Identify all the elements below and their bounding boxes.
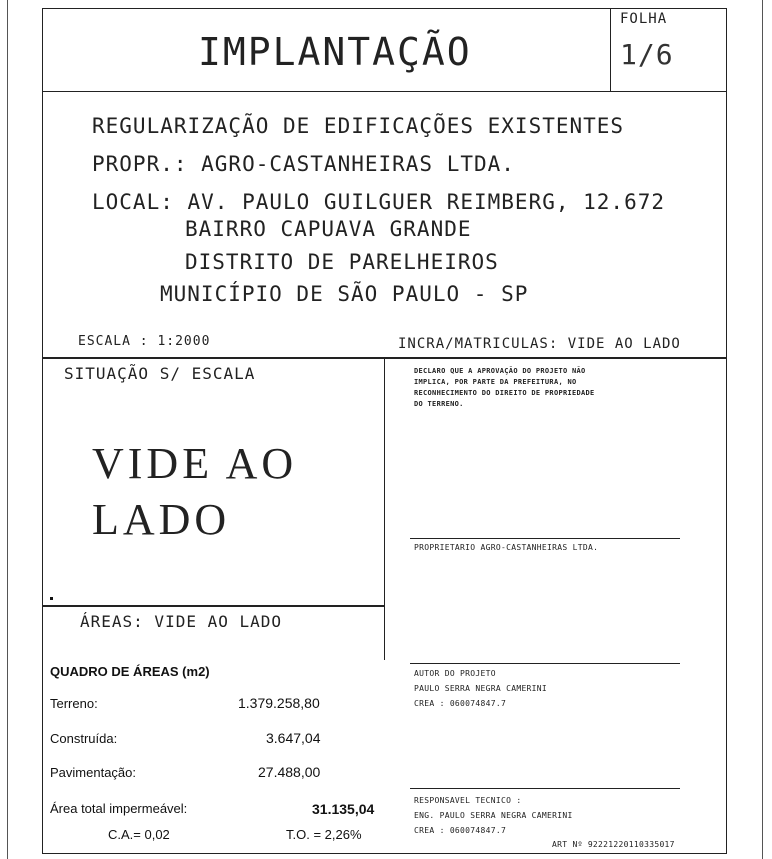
area-label-pavimentacao: Pavimentação: — [50, 765, 136, 780]
author-line — [410, 663, 680, 664]
sheet-number: 1/6 — [620, 38, 674, 71]
frame-bottom — [42, 853, 727, 854]
to-value: T.O. = 2,26% — [286, 827, 362, 842]
project-location-2: BAIRRO CAPUAVA GRANDE — [185, 217, 472, 241]
frame-left — [42, 8, 43, 854]
author-title: AUTOR DO PROJETO — [414, 669, 496, 678]
area-value-terreno: 1.379.258,80 — [238, 695, 320, 711]
responsible-name: ENG. PAULO SERRA NEGRA CAMERINI — [414, 811, 573, 820]
owner-signature-label: PROPRIETARIO AGRO-CASTANHEIRAS LTDA. — [414, 543, 599, 552]
responsible-line — [410, 788, 680, 789]
area-total-value: 31.135,04 — [312, 801, 375, 817]
art-number: ART Nº 92221220110335017 — [552, 840, 675, 849]
scale-label: ESCALA : 1:2000 — [78, 334, 211, 349]
page-title: IMPLANTAÇÃO — [198, 30, 472, 74]
sheet-label: FOLHA — [620, 11, 668, 27]
ca-value: C.A.= 0,02 — [108, 827, 170, 842]
declaration-line-1: DECLARO QUE A APROVAÇÃO DO PROJETO NÃO — [414, 367, 586, 375]
situation-bottom — [42, 605, 385, 607]
frame-right — [726, 8, 727, 854]
declaration-line-4: DO TERRENO. — [414, 400, 464, 408]
sheet-box-divider — [610, 8, 611, 92]
situacao-text-2: LADO — [92, 495, 231, 544]
page-left-edge — [7, 0, 8, 859]
situacao-text-1: VIDE AO — [92, 439, 298, 488]
area-value-construida: 3.647,04 — [266, 730, 321, 746]
project-owner: PROPR.: AGRO-CASTANHEIRAS LTDA. — [92, 152, 515, 176]
situacao-title: SITUAÇÃO S/ ESCALA — [64, 364, 256, 383]
project-location-3: DISTRITO DE PARELHEIROS — [185, 250, 499, 274]
responsible-crea: CREA : 060074847.7 — [414, 826, 507, 835]
header-divider — [42, 91, 727, 92]
dot-mark — [50, 597, 53, 600]
area-value-pavimentacao: 27.488,00 — [258, 764, 321, 780]
author-name: PAULO SERRA NEGRA CAMERINI — [414, 684, 548, 693]
area-label-terreno: Terreno: — [50, 696, 98, 711]
areas-title: ÁREAS: VIDE AO LADO — [80, 612, 283, 631]
center-divider — [384, 358, 385, 660]
project-location-4: MUNICÍPIO DE SÃO PAULO - SP — [160, 282, 529, 306]
page-right-edge — [762, 0, 763, 859]
declaration-line-2: IMPLICA, POR PARTE DA PREFEITURA, NO — [414, 378, 577, 386]
area-label-construida: Construída: — [50, 731, 118, 746]
declaration-line-3: RECONHECIMENTO DO DIREITO DE PROPRIEDADE — [414, 389, 595, 397]
project-purpose: REGULARIZAÇÃO DE EDIFICAÇÕES EXISTENTES — [92, 114, 625, 138]
frame-top — [42, 8, 727, 9]
author-crea: CREA : 060074847.7 — [414, 699, 507, 708]
owner-signature-line — [410, 538, 680, 539]
incra-label: INCRA/MATRICULAS: VIDE AO LADO — [398, 336, 681, 352]
areas-table-title: QUADRO DE ÁREAS (m2) — [50, 664, 210, 679]
project-location-1: LOCAL: AV. PAULO GUILGUER REIMBERG, 12.672 — [92, 190, 666, 214]
responsible-title: RESPONSAVEL TECNICO : — [414, 796, 522, 805]
area-total-label: Área total impermeável: — [50, 801, 188, 816]
